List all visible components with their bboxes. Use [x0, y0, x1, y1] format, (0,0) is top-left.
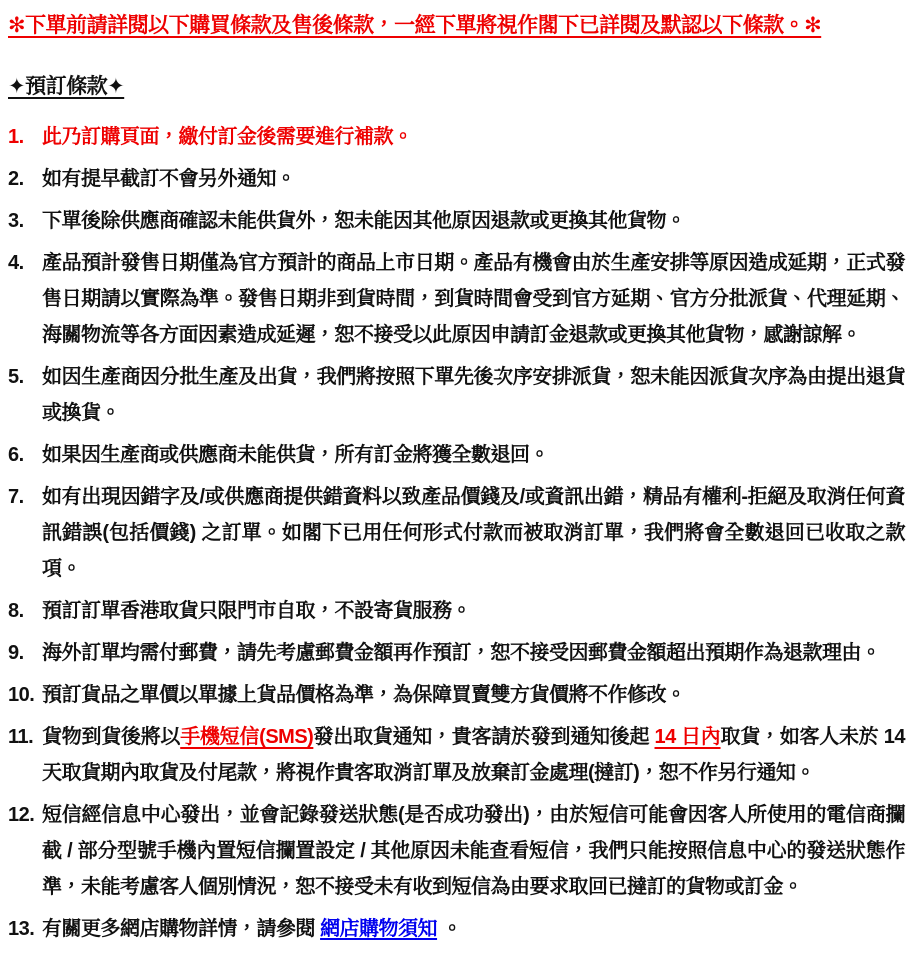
term-segment: 預訂貨品之單價以單據上貨品價格為準，為保障買賣雙方貨價將不作修改。: [42, 683, 686, 706]
preorder-terms-title: ✦預訂條款✦: [8, 74, 125, 98]
term-number: 8.: [8, 599, 24, 622]
term-number: 6.: [8, 443, 24, 466]
term-item: [8, 593, 905, 629]
term-segment: 取貨，如客人未於 14 天取貨期內取貨及付尾款，將視作貴客取消訂單及放棄訂金處理(撻訂)，恕不作另行通知。: [42, 725, 906, 784]
term-segment: 如因生產商因分批生產及出貨，我們將按照下單先後次序安排派貨，恕未能因派貨次序為由提出退貨或換貨。: [42, 365, 905, 424]
term-item: [8, 203, 905, 239]
term-text: [42, 719, 905, 791]
term-segment: 發出取貨通知，貴客請於發到通知後起: [313, 725, 655, 748]
term-text: [42, 245, 905, 353]
term-item: [8, 119, 905, 155]
term-text: [42, 677, 905, 713]
term-item: [8, 797, 905, 905]
store-shopping-notice-link[interactable]: 網店購物須知: [320, 917, 438, 940]
term-item: [8, 245, 905, 353]
highlighted-text: 手機短信(SMS): [180, 725, 314, 748]
term-item: [8, 677, 905, 713]
term-segment: 有關更多網店購物詳情，請參閱: [42, 917, 321, 940]
term-text: [42, 479, 905, 587]
term-item: [8, 911, 905, 947]
term-segment: 海外訂單均需付郵費，請先考慮郵費金額再作預訂，恕不接受因郵費金額超出預期作為退款理由。: [42, 641, 881, 664]
term-segment: 短信經信息中心發出，並會記錄發送狀態(是否成功發出)，由於短信可能會因客人所使用的電信商攔截 / 部分型號手機內置短信攔置設定 / 其他原因未能查看短信，我們只能按照信息中心的發送狀態作準，未能考慮客人個別情況，恕不接受未有收到短信為由要求取回已撻訂的貨物或訂金。: [42, 803, 905, 898]
term-number: 9.: [8, 641, 24, 664]
term-segment: 如有出現因錯字及/或供應商提供錯資料以致產品價錢及/或資訊出錯，精品有權利-拒絕及取消任何資訊錯誤(包括價錢) 之訂單。如閣下已用任何形式付款而被取消訂單，我們將會全數退回已收取之款項。: [42, 485, 905, 580]
term-item: [8, 359, 905, 431]
term-number: 13.: [8, 917, 35, 940]
term-segment: 如果因生產商或供應商未能供貨，所有訂金將獲全數退回。: [42, 443, 549, 466]
term-number: 11.: [8, 725, 34, 748]
term-segment: 如有提早截訂不會另外通知。: [42, 167, 296, 190]
term-text: [42, 911, 905, 947]
purchase-notice-header: ✻下單前請詳閱以下購買條款及售後條款，一經下單將視作閣下已詳閱及默認以下條款。✻: [8, 14, 822, 37]
term-text: [42, 119, 905, 155]
term-text: [42, 203, 905, 239]
term-number: 7.: [8, 485, 24, 508]
term-segment: 此乃訂購頁面，繳付訂金後需要進行補款。: [42, 125, 413, 148]
term-segment: 下單後除供應商確認未能供貨外，恕未能因其他原因退款或更換其他貨物。: [42, 209, 686, 232]
term-number: 1.: [8, 125, 24, 148]
term-text: [42, 635, 905, 671]
term-number: 5.: [8, 365, 24, 388]
term-number: 2.: [8, 167, 24, 190]
term-text: [42, 359, 905, 431]
term-item: [8, 161, 905, 197]
highlighted-text: 14 日內: [654, 725, 721, 748]
term-segment: 預訂訂單香港取貨只限門市自取，不設寄貨服務。: [42, 599, 471, 622]
term-number: 4.: [8, 251, 24, 274]
term-item: [8, 479, 905, 587]
term-number: 3.: [8, 209, 24, 232]
term-text: [42, 593, 905, 629]
term-segment: 貨物到貨後將以: [42, 725, 181, 748]
terms-list: [8, 119, 905, 947]
term-segment: 。: [437, 917, 462, 940]
term-text: [42, 161, 905, 197]
term-number: 10.: [8, 683, 35, 706]
term-text: [42, 437, 905, 473]
term-item: [8, 635, 905, 671]
term-text: [42, 797, 905, 905]
term-segment: 產品預計發售日期僅為官方預計的商品上市日期。產品有機會由於生產安排等原因造成延期，正式發售日期請以實際為準。發售日期非到貨時間，到貨時間會受到官方延期、官方分批派貨、代理延期、海關物流等各方面因素造成延遲，恕不接受以此原因申請訂金退款或更換其他貨物，感謝諒解。: [42, 251, 905, 346]
term-item: [8, 437, 905, 473]
term-number: 12.: [8, 803, 35, 826]
term-item: [8, 719, 905, 791]
